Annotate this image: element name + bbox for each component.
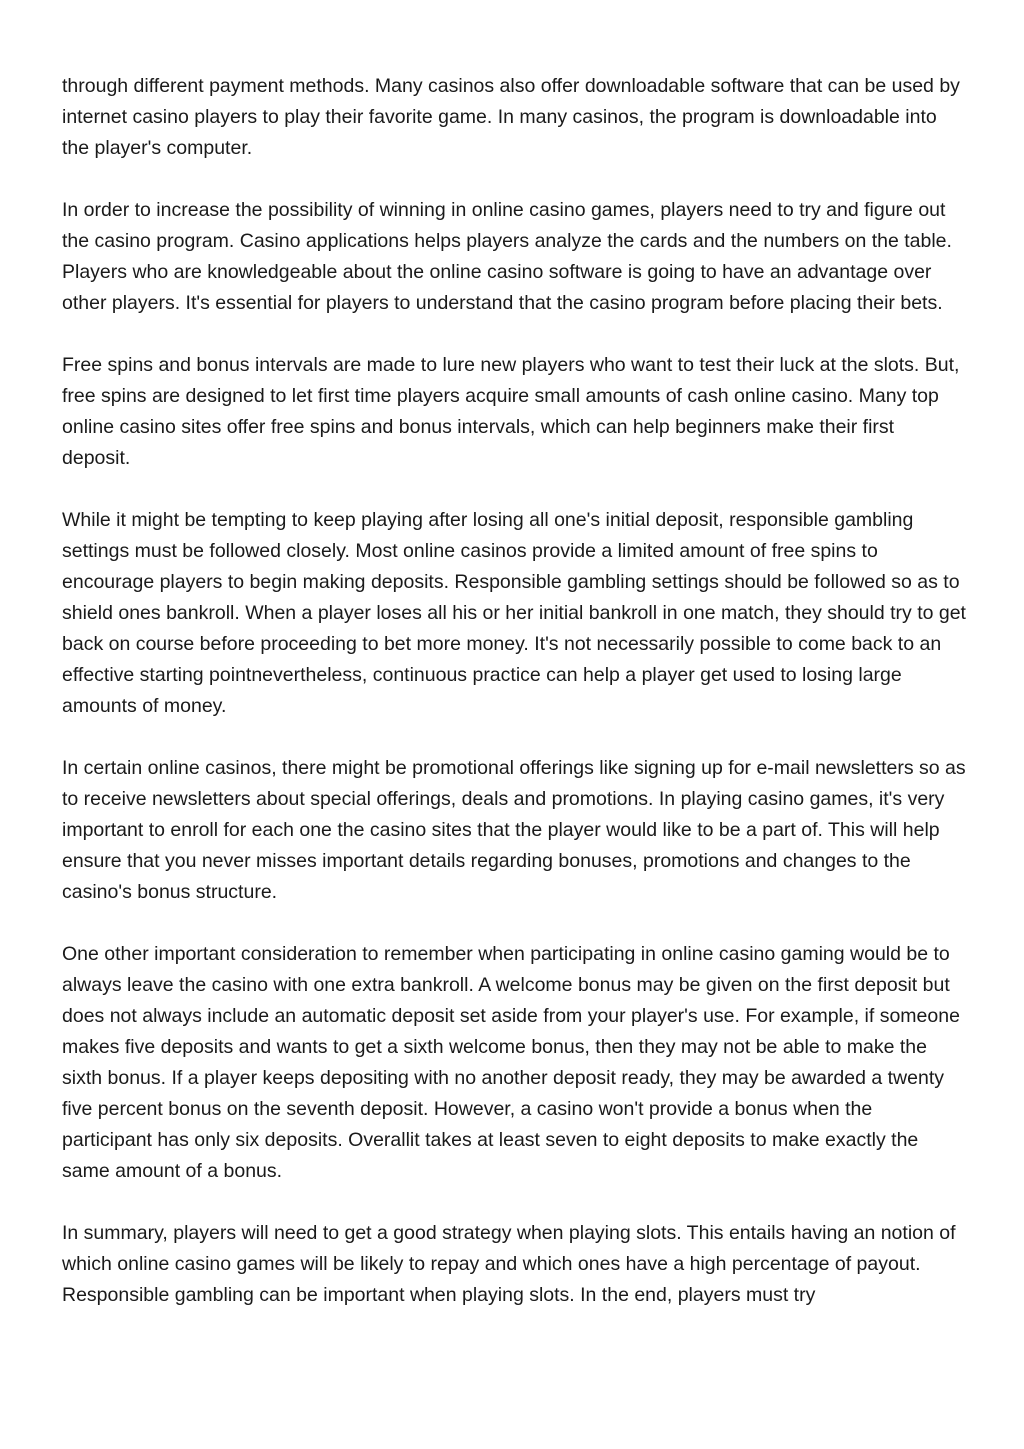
paragraph-extra-bankroll: One other important consideration to remember when participating in online casino gaming would be to always leave the casino with one extra bankroll. A welcome bonus may be given on the first deposit but does not always include an automatic deposit set aside from your player's use. For example, if someone makes five deposits and wants to get a sixth welcome bonus, then they may not be able to make the sixth bonus. If a player keeps depositing with no another deposit ready, they may be awarded a twenty five percent bonus on the seventh deposit. However, a casino won't provide a bonus when the participant has only six deposits. Overallit takes at least seven to eight deposits to make exactly the same amount of a bonus. xyxy=(62,943,960,1182)
paragraph-promotional-offerings: In certain online casinos, there might be promotional offerings like signing up for e-mail newsletters so as to receive newsletters about special offerings, deals and promotions. In playing casino games, it's very important to enroll for each one the casino sites that the player would like to be a part of. This will help ensure that you never misses important details regarding bonuses, promotions and changes to the casino's bonus structure. xyxy=(62,757,966,903)
paragraph-payment-methods: through different payment methods. Many casinos also offer downloadable software that can be used by internet casino players to play their favorite game. In many casinos, the program is downloadable into the player's computer. xyxy=(62,75,960,159)
document-body xyxy=(62,71,967,1342)
paragraph-casino-program: In order to increase the possibility of winning in online casino games, players need to try and figure out the casino program. Casino applications helps players analyze the cards and the numbers on the table. Players who are knowledgeable about the online casino software is going to have an advantage over other players. It's essential for players to understand that the casino program before placing their bets. xyxy=(62,199,952,314)
paragraph-free-spins: Free spins and bonus intervals are made to lure new players who want to test their luck at the slots. But, free spins are designed to let first time players acquire small amounts of cash online casino. Many top online casino sites offer free spins and bonus intervals, which can help beginners make their first deposit. xyxy=(62,354,960,469)
paragraph-responsible-gambling: While it might be tempting to keep playing after losing all one's initial deposit, responsible gambling settings must be followed closely. Most online casinos provide a limited amount of free spins to encourage players to begin making deposits. Responsible gambling settings should be followed so as to shield ones bankroll. When a player loses all his or her initial bankroll in one match, they should try to get back on course before proceeding to bet more money. It's not necessarily possible to come back to an effective starting pointnevertheless, continuous practice can help a player get used to losing large amounts of money. xyxy=(62,509,966,717)
paragraph-summary: In summary, players will need to get a good strategy when playing slots. This entails having an notion of which online casino games will be likely to repay and which ones have a high percentage of payout. Responsible gambling can be important when playing slots. In the end, players must try xyxy=(62,1222,956,1306)
